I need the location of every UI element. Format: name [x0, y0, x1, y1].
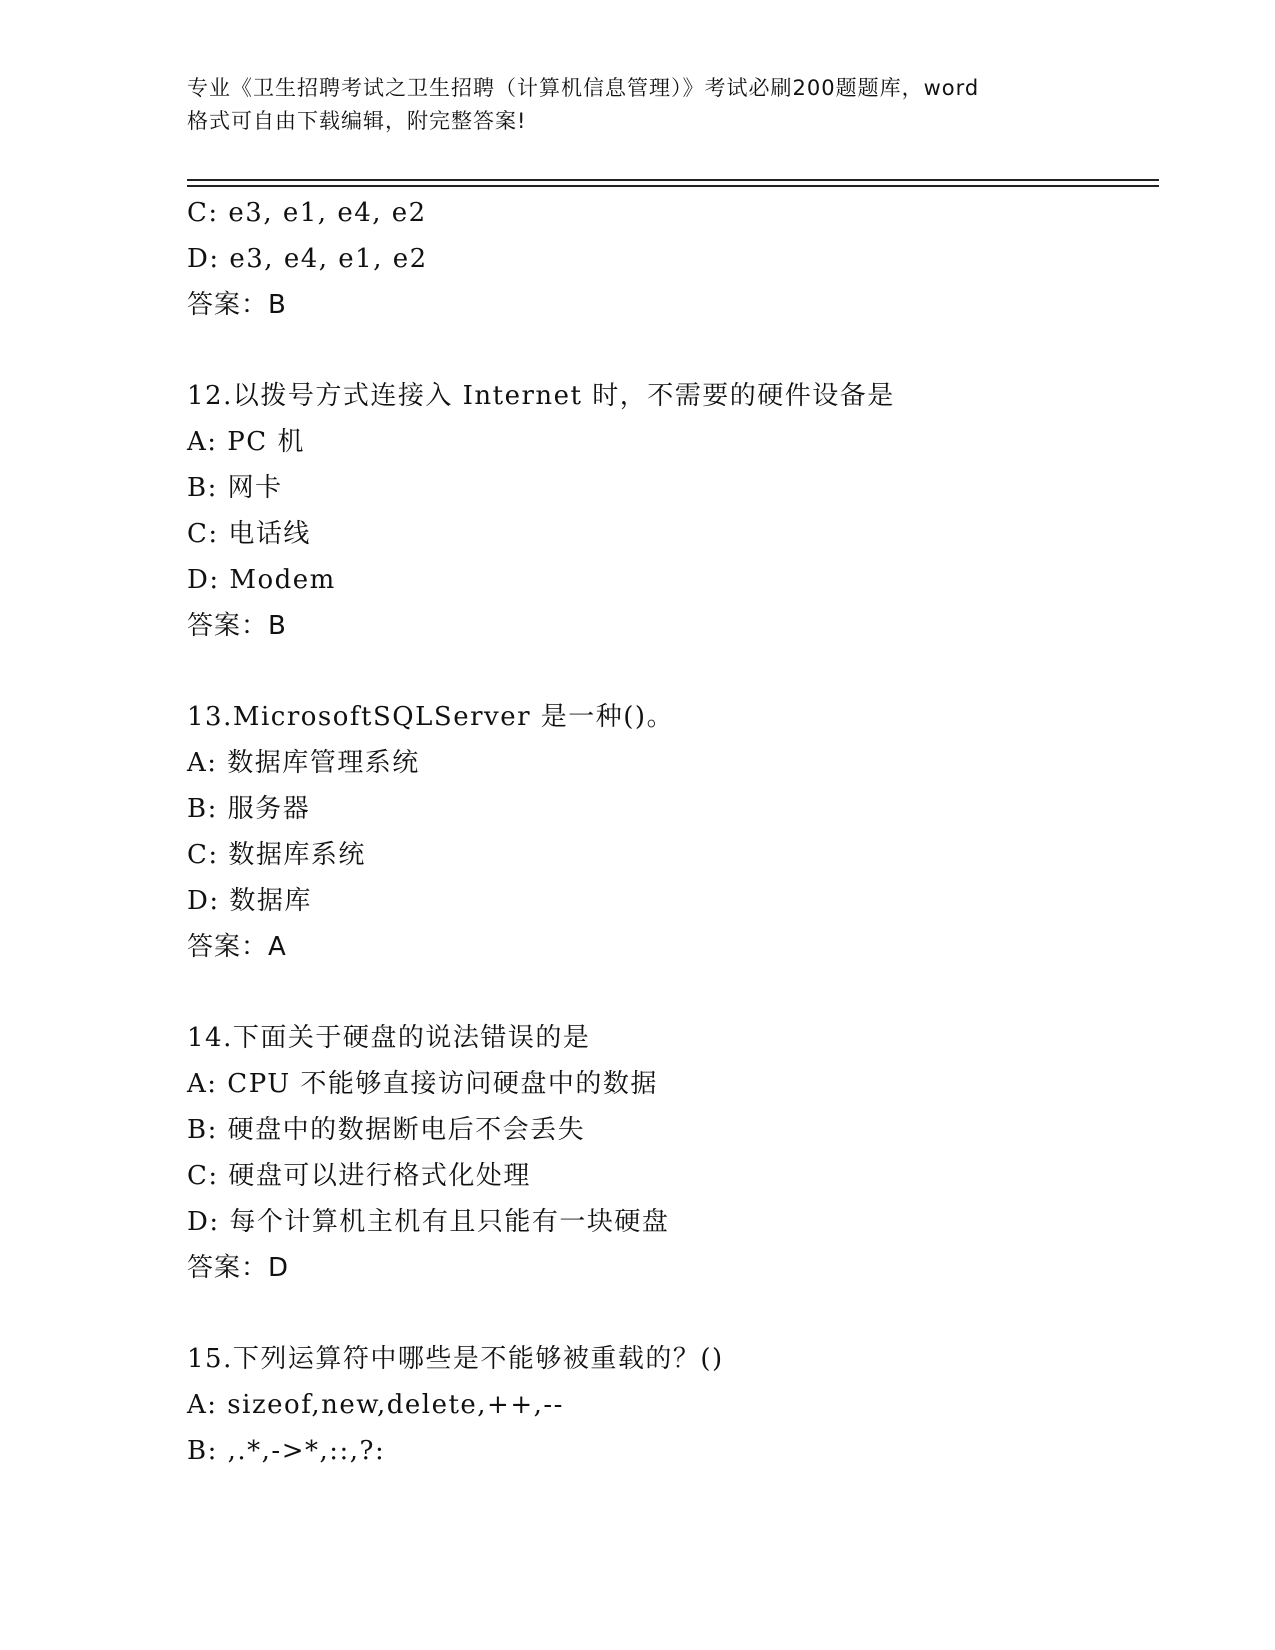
option-d: D: Modem	[187, 565, 336, 595]
option-a: A: sizeof,new,delete,++,--	[187, 1390, 564, 1420]
question-14	[187, 1015, 1159, 1291]
header-divider-top	[187, 179, 1159, 181]
option-d: D: e3, e4, e1, e2	[187, 244, 428, 274]
answer-label: 答案：D	[187, 1253, 290, 1283]
question-15	[187, 1336, 1159, 1474]
question-title: 15.下列运算符中哪些是不能够被重载的？()	[187, 1344, 724, 1374]
option-c: C: 电话线	[187, 519, 311, 549]
option-c: C: 硬盘可以进行格式化处理	[187, 1161, 531, 1191]
question-title: 12.以拨号方式连接入 Internet 时，不需要的硬件设备是	[187, 381, 895, 411]
option-a: A: CPU 不能够直接访问硬盘中的数据	[187, 1069, 658, 1099]
answer-label: 答案：A	[187, 932, 287, 962]
answer-label: 答案：B	[187, 611, 287, 641]
question-13	[187, 694, 1159, 970]
option-b: B: 硬盘中的数据断电后不会丢失	[187, 1115, 586, 1145]
question-12	[187, 373, 1159, 649]
option-b: B: 网卡	[187, 473, 283, 503]
header-line-1: 专业《卫生招聘考试之卫生招聘（计算机信息管理）》考试必刷200题题库，word	[187, 76, 980, 100]
question-list	[187, 190, 1159, 1474]
option-d: D: 数据库	[187, 886, 312, 916]
document-header	[187, 72, 1097, 138]
option-b: B: ,.*,->*,::,?:	[187, 1436, 386, 1466]
header-line-2: 格式可自由下载编辑，附完整答案!	[187, 109, 527, 133]
option-d: D: 每个计算机主机有且只能有一块硬盘	[187, 1207, 670, 1237]
option-a: A: PC 机	[187, 427, 305, 457]
question-11-tail	[187, 190, 1159, 328]
option-a: A: 数据库管理系统	[187, 748, 420, 778]
question-title: 13.MicrosoftSQLServer 是一种()。	[187, 702, 675, 732]
option-b: B: 服务器	[187, 794, 311, 824]
header-divider-bottom	[187, 185, 1159, 187]
question-title: 14.下面关于硬盘的说法错误的是	[187, 1023, 591, 1053]
option-c: C: e3, e1, e4, e2	[187, 198, 427, 228]
option-c: C: 数据库系统	[187, 840, 366, 870]
answer-label: 答案：B	[187, 290, 287, 320]
